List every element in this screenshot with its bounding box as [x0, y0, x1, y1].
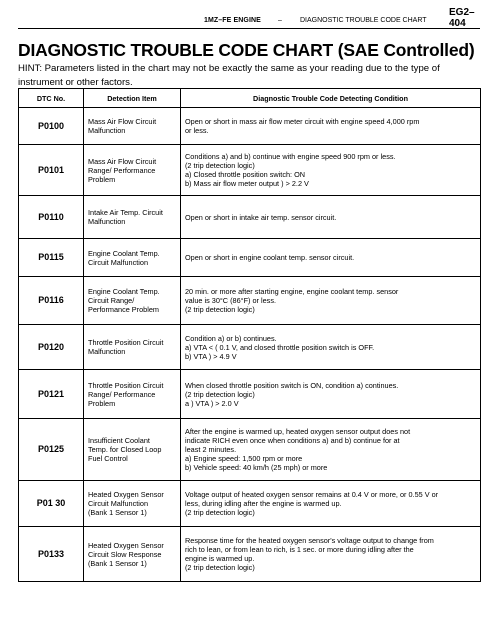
detecting-condition-line: 20 min. or more after starting engine, engine coolant temp. sensor [185, 287, 399, 296]
detecting-condition-line: (2 trip detection logic) [185, 563, 255, 572]
detecting-condition-line: (2 trip detection logic) [185, 305, 255, 314]
detection-item-cell [84, 481, 181, 527]
detection-item-cell [84, 419, 181, 481]
detecting-condition-line: b) VTA ) > 4.9 V [185, 351, 237, 361]
table-row [19, 325, 481, 370]
dtc-code-cell: P0101 [19, 145, 84, 196]
detection-item-line: Intake Air Temp. Circuit [88, 208, 163, 217]
detecting-condition-line: a ) VTA ) > 2.0 V [185, 398, 239, 408]
detecting-condition-cell [181, 196, 481, 239]
table-header-row [19, 89, 481, 108]
table-row [19, 419, 481, 481]
detection-item-line: Circuit Range/ [88, 296, 135, 305]
dtc-code-cell: P01 30 [19, 481, 84, 527]
header-section-name: 1MZ–FE ENGINE [204, 17, 261, 24]
dtc-table [18, 88, 481, 582]
detecting-condition-line: Condition a) or b) continues. [185, 333, 277, 343]
detecting-condition-line: After the engine is warmed up, heated oxygen sensor output does not [185, 427, 411, 436]
detection-item-line: Problem [88, 174, 116, 184]
detection-item-line: Insufficient Coolant [88, 436, 150, 445]
detection-item-cell [84, 108, 181, 145]
detection-item-line: Range/ Performance [88, 389, 156, 399]
table-row [19, 277, 481, 325]
detecting-condition-cell [181, 325, 481, 370]
dtc-code-cell: P0110 [19, 196, 84, 239]
detection-item-line: Heated Oxygen Sensor [88, 540, 164, 550]
detecting-condition-cell [181, 481, 481, 527]
detecting-condition-line: a) Closed throttle position switch: ON [185, 170, 306, 179]
detection-item-line: Heated Oxygen Sensor [88, 490, 164, 499]
detection-item-cell [84, 239, 181, 277]
detection-item-line: Fuel Control [88, 454, 128, 463]
dtc-code-cell: P0120 [19, 325, 84, 370]
detection-item-cell [84, 325, 181, 370]
detecting-condition-line: (2 trip detection logic) [185, 389, 255, 399]
table-row [19, 481, 481, 527]
table-body [19, 108, 481, 582]
detection-item-line: Mass Air Flow Circuit [88, 156, 157, 166]
hint-text: HINT: Parameters listed in the chart may not be exactly the same as your reading due to the type of instrument or other factors. [18, 63, 440, 88]
table-row [19, 196, 481, 239]
table-row [19, 145, 481, 196]
column-header-detection-item: Detection Item [84, 89, 181, 108]
detection-item-line: Circuit Malfunction [88, 257, 149, 267]
detection-item-line: Malfunction [88, 217, 126, 226]
detecting-condition-line: a) Engine speed: 1,500 rpm or more [185, 454, 303, 463]
dtc-code-cell: P0116 [19, 277, 84, 325]
table-row [19, 370, 481, 419]
detecting-condition-cell [181, 108, 481, 145]
detecting-condition-line: Open or short in mass air flow meter circuit with engine speed 4,000 rpm [185, 117, 420, 126]
detecting-condition-line: least 2 minutes. [185, 445, 237, 454]
detection-item-line: Malfunction [88, 347, 126, 356]
detecting-condition-line: indicate RICH even once when conditions a) and b) continue for at [185, 436, 400, 445]
detecting-condition-cell [181, 370, 481, 419]
detecting-condition-line: Conditions a) and b) continue with engine speed 900 rpm or less. [185, 152, 396, 161]
header-chart-name: DIAGNOSTIC TROUBLE CODE CHART [300, 17, 427, 24]
detection-item-line: Temp. for Closed Loop [88, 445, 162, 454]
detecting-condition-line: Response time for the heated oxygen sensor's voltage output to change from [185, 536, 434, 545]
detection-item-line: Throttle Position Circuit [88, 338, 164, 347]
header-rule [18, 28, 480, 29]
detecting-condition-line: Open or short in intake air temp. sensor circuit. [185, 212, 337, 222]
dtc-code-cell: P0133 [19, 527, 84, 582]
detection-item-cell [84, 370, 181, 419]
detecting-condition-cell [181, 277, 481, 325]
table-row [19, 239, 481, 277]
detection-item-cell [84, 527, 181, 582]
detecting-condition-line: engine is warmed up. [185, 554, 255, 563]
detection-item-line: Circuit Slow Response [88, 549, 162, 559]
detecting-condition-line: Voltage output of heated oxygen sensor remains at 0.4 V or more, or 0.55 V or [185, 490, 439, 499]
detection-item-line: Mass Air Flow Circuit [88, 117, 157, 126]
detection-item-cell [84, 277, 181, 325]
detecting-condition-line: or less. [185, 126, 209, 135]
detecting-condition-line: a) VTA < ( 0.1 V, and closed throttle position switch is OFF. [185, 342, 375, 352]
detection-item-line: Throttle Position Circuit [88, 380, 164, 390]
page-header [18, 0, 480, 30]
detecting-condition-line: b) Vehicle speed: 40 km/h (25 mph) or more [185, 463, 328, 472]
detecting-condition-cell [181, 419, 481, 481]
detection-item-line: Engine Coolant Temp. [88, 287, 160, 296]
dtc-code-cell: P0125 [19, 419, 84, 481]
detecting-condition-line: value is 30°C (86°F) or less. [185, 296, 276, 305]
detection-item-cell [84, 145, 181, 196]
dtc-code-cell: P0115 [19, 239, 84, 277]
detecting-condition-cell [181, 239, 481, 277]
detection-item-line: (Bank 1 Sensor 1) [88, 508, 147, 517]
table-row [19, 108, 481, 145]
header-separator: – [278, 17, 282, 24]
detection-item-line: Performance Problem [88, 305, 159, 314]
detection-item-line: Range/ Performance [88, 165, 156, 175]
detecting-condition-cell [181, 527, 481, 582]
detection-item-line: Circuit Malfunction [88, 499, 149, 508]
page-title: DIAGNOSTIC TROUBLE CODE CHART (SAE Controlled) [18, 40, 475, 60]
detecting-condition-line: less, during idling after the engine is warmed up. [185, 499, 342, 508]
detection-item-line: (Bank 1 Sensor 1) [88, 558, 147, 568]
detecting-condition-cell [181, 145, 481, 196]
table-row [19, 527, 481, 582]
column-header-condition: Diagnostic Trouble Code Detecting Condition [181, 89, 481, 108]
detecting-condition-line: rich to lean, or from lean to rich, is 1 sec. or more during idling after the [185, 545, 414, 554]
detection-item-cell [84, 196, 181, 239]
detecting-condition-line: Open or short in engine coolant temp. sensor circuit. [185, 253, 355, 262]
detection-item-line: Engine Coolant Temp. [88, 248, 160, 258]
page-code: EG2–404 [449, 7, 475, 29]
column-header-dtc-no: DTC No. [19, 89, 84, 108]
detection-item-line: Problem [88, 398, 116, 408]
detecting-condition-line: (2 trip detection logic) [185, 508, 255, 517]
detection-item-line: Malfunction [88, 126, 126, 135]
detecting-condition-line: (2 trip detection logic) [185, 161, 255, 170]
dtc-code-cell: P0121 [19, 370, 84, 419]
dtc-code-cell: P0100 [19, 108, 84, 145]
detecting-condition-line: b) Mass air flow meter output ) > 2.2 V [185, 179, 309, 188]
detecting-condition-line: When closed throttle position switch is ON, condition a) continues. [185, 380, 399, 390]
